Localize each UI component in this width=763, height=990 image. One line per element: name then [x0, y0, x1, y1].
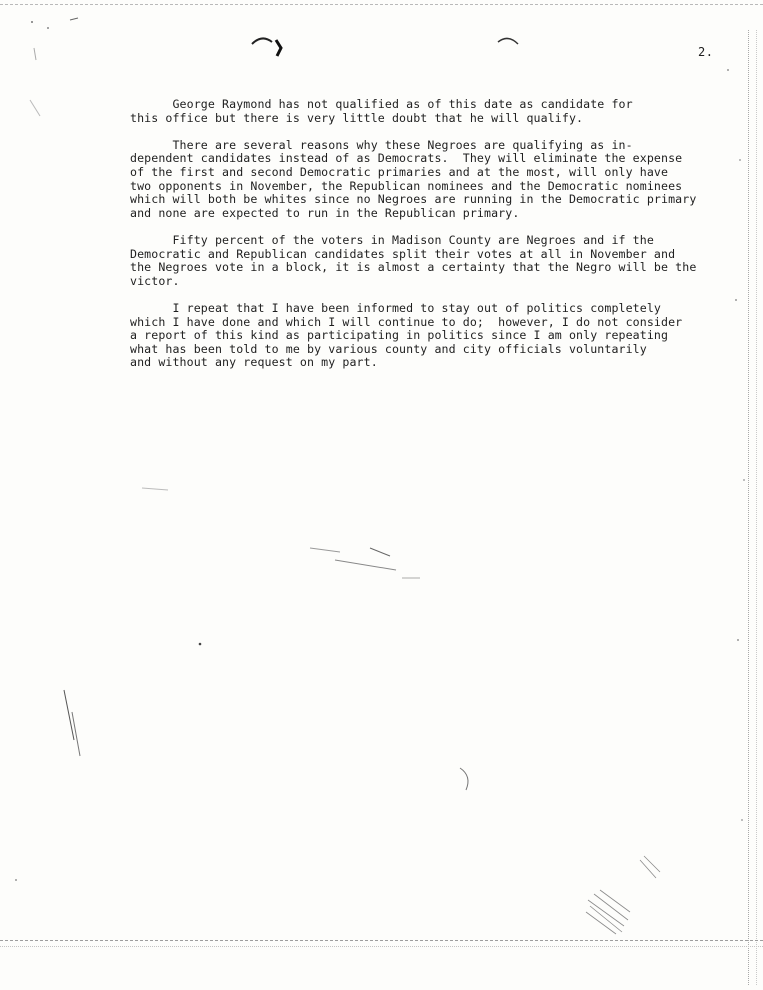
text-line: the Negroes vote in a block, it is almost a certainty that the Negro will be the	[130, 260, 697, 275]
text-line: what has been told to me by various county and city officials voluntarily	[130, 341, 647, 356]
text-line: two opponents in November, the Republican nominees and the Democratic nominees	[130, 178, 683, 193]
paragraph-4	[130, 302, 705, 370]
text-line: victor.	[130, 273, 180, 288]
text-line: and without any request on my part.	[130, 355, 378, 370]
text-line: which I have done and which I will continue to do; however, I do not consider	[130, 314, 683, 329]
paragraph-1	[130, 98, 705, 125]
text-line: and none are expected to run in the Republican primary.	[130, 205, 520, 220]
text-line: this office but there is very little doubt that he will qualify.	[130, 110, 584, 125]
text-line: Democratic and Republican candidates split their votes at all in November and	[130, 246, 676, 261]
text-line: Fifty percent of the voters in Madison County are Negroes and if the	[130, 232, 654, 247]
text-line: I repeat that I have been informed to stay out of politics completely	[130, 300, 662, 315]
text-line: George Raymond has not qualified as of this date as candidate for	[130, 97, 633, 111]
text-line: dependent candidates instead of as Democrats. They will eliminate the expense	[130, 151, 683, 166]
text-line: a report of this kind as participating in politics since I am only repeating	[130, 328, 669, 343]
memo-body	[130, 98, 705, 383]
text-line: There are several reasons why these Negroes are qualifying as in-	[130, 137, 633, 152]
paragraph-3	[130, 234, 705, 288]
text-line: of the first and second Democratic primaries and at the most, will only have	[130, 164, 669, 179]
text-line: which will both be whites since no Negroes are running in the Democratic primary	[130, 192, 697, 207]
paragraph-2	[130, 139, 705, 221]
page-number: 2.	[698, 45, 714, 59]
